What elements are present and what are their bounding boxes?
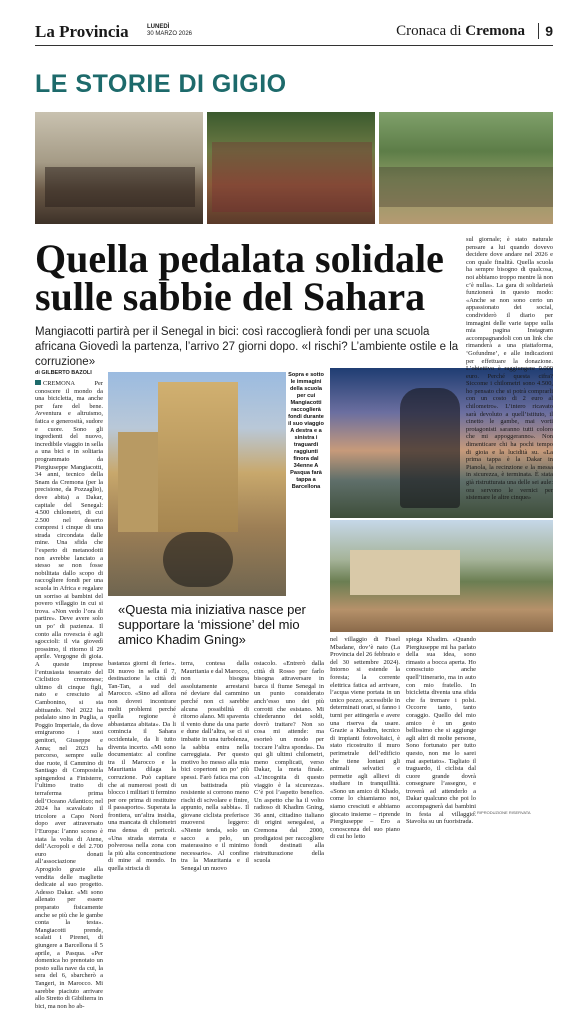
- column-1-text: CREMONA Per conoscere il mondo da una bicicletta, ma anche per fare del bene. Avventura e altruismo, fatica e generosità, sudore e cuore. Sono gli ingredienti del nuovo, incredibile viaggio in sella a una bici e in solitaria programmato da Piergiuseppe Mangiacotti, 34 anni, tecnico della Snam da Cremona (per la precisione, da Pozzaglio), dove abita) a Dakar, capitale del Senegal: 4.500 chilometri, di cui 2.500 nel deserto compresi i cinque di una strada circondata dalle mine. Una sfida che l’esperto di metanodotti non avrebbe lanciato a stesso se non fosse nobilitata dallo scopo di raccogliere fondi per una scuola in Africa e regalare un sorriso ai bambini del povero villaggio in cui si trova. «Non vedo l’ora di partire». Deve avere solo un po’ di pazienza. Il conto alla rovescia è agli sgoccioli: il via giovedì prossimo, il ritorno il 29 aprile. Vergogne di gioia. A queste imprese l’entusiasta tesserato del Ciclistico cremonese; ultimo di cinque figli, nato e cresciuto al Cambonino, si sta abituando. Nel 2022 ha pedalato sino in Puglia, a Poggio Imperiale, da dove emigrarono i suoi genitori, Giuseppe e Anna; nel 2023 ha percorso, sempre sulle due ruote, il Cammino di Santiago di Compostela spingendosi a Finisterre, l’ultimo tratto di terraferma prima dell’Oceano Atlantico; nel 2024 ha scavalcato il tricolore a Capo Nord dopo aver attraversato l’Europa: l’anno scorso è stata la volta di Atene, dell’Acropoli e del 2.700 euro donati all’associazione Aprogiolo grazie alla vendita delle magliette dedicate al suo progetto. Adesso Dakar. «Mi sono allenato per essere preparato fisicamente anche se più che le gambe conta la testa». Mangiacotti prende, scalati i Pirenei, di giungere a Barcellona il 5 aprile, a Pasqua. «Per domenica ho prenotato un posto sulla nave da cui, la sera del 6, sbarcherò a Tangeri, in Marocco. Mi sarebbe piaciuto arrivare allo Stretto di Gibilterra in bici, ma non ho ab-: [35, 380, 103, 1010]
- article-column-3: [181, 660, 249, 873]
- section-city: Cremona: [465, 23, 525, 39]
- section-square-icon: [35, 380, 41, 385]
- rubric-title: LE STORIE DI GIGIO: [35, 70, 287, 98]
- issue-date-text: 30 MARZO 2026: [147, 31, 193, 37]
- children-group-photo: [207, 112, 375, 224]
- column-6-text: sul giornale; è stato naturale pensare a lui quando dovevo decidere dove andare nel 2026 e con quale finalità. Quella scuola ha sempre bisogno di qualcosa, noi abbiamo troppo mentre là non c’è nulla». La gara di solidarietà funzionerà in questo modo: «Anche se non sono certo un appassionato dei social, condividerò il diario per immagini delle varie tappe sulla mia pagina Instagram accompagnandoli con un link che rimanderà a una piattaforma, ‘Gofundme’, e alle indicazioni per effettuare la donazione. L’obiettivo è raggiungere 9.000 euro. Perché questa cifra? Siccome i chilometri sono 4.500, ho pensato che si potrà comprarli con un costo di 2 euro al chilometro». L’intero ricavato sarà devoluto a quell’istituto, il cinetto le gambe, mai vorti protagonisti saranno tutti coloro che mi appoggeranno». Non dimenticare chi ha pochi tempo di gioia e la lucidità su. «La prima tappa è la Dakar in Pianola, la recinzione e la messa in sicurezza, è terminata. È stata già ristrutturata una delle sei aule: ora servono le vernici per sistemare le altre cinque»: [466, 236, 553, 502]
- page-header: [35, 20, 553, 46]
- article-column-6: [466, 236, 553, 502]
- article-headline: Quella pedalata solidale sulle sabbie del Sahara: [35, 236, 444, 319]
- article-column-7: [406, 636, 476, 826]
- school-classroom-photo: [35, 112, 203, 224]
- page-number: 9: [538, 23, 553, 39]
- pull-quote: «Questa mia iniziativa nasce per supportare la ‘missione’ del mio amico Khadim Gning»: [118, 602, 306, 647]
- article-column-1: [35, 380, 103, 1010]
- column-2-text: bastanza giorni di ferie». Di nuovo in sella il 7, destinazione la città di Tan-Tan, a sud del Marocco. «Sino ad allora non dovrei incontrare molti problemi perché quella regione è abbastanza abitata». Da li comincia il Sahara occidentale, da li tutto diventa incerto. «Mi sono documentato: al confine tra il Marocco e la Mauritania dilaga la corruzione. Può capitare che ai numerosi posti di blocco i militari ti fermino per ore prima di restituire il passaporto». Superata la frontiera, un’altra insidia, una mancata di chilometri ma densa di pericoli. «Una strada sterrata e polverosa nella zona con la più alta concentrazione di mine al mondo. In quella striscia di: [108, 660, 176, 873]
- newspaper-logo: La Provincia: [35, 22, 129, 41]
- article-column-5: [330, 636, 400, 841]
- section-prefix: Cronaca di: [396, 23, 462, 39]
- santiago-cathedral-cyclist-photo: [108, 372, 286, 596]
- article-subhead: Mangiacotti partirà per il Senegal in bici: così raccoglierà fondi per una scuola africana Giovedì la partenza, l’arrivo 27 giorni dopo. «I rischi? L’ambiente ostile e la corruzione»: [35, 326, 459, 368]
- section-title: [396, 23, 525, 40]
- column-7-text: spiega Khadim. «Quando Piergiuseppe mi ha parlato della sua idea, sono rimasto a bocca aperta. Ho conosciuto anche quell’itinerario, ma in auto con mio fratello. In bicicletta diventa una sfida che fa tremare i polsi. Occorre tanto, tanto coraggio. Quello del mio amico è un gesto bellissimo che si aggiunge agli altri di molte persone, Sono fortunato per tutto questo, non me lo sarei mai aspettato». Tagliato il traguardo, il ciclista dal cuore grande dovrà consegnare l’assegno, e troverà ad attenderlo a Dakar qualcuno che poi lo accompagnerà dai bambini in festa al villaggio. Stavolta su un fuoristrada.: [406, 636, 476, 826]
- article-column-4: [254, 660, 324, 865]
- column-5-text: nel villaggio di Fissel Mbadane, dov’è nato (La Provincia del 26 febbraio e del 30 settembre 2024). Intorno si estende la foresta; la corrente elettrica fatica ad arrivare, l’acqua viene portata in un unico pozzo, accessibile in determinati orari, si fanno i turni per attingerla e avere una riserva da usare. Grazie a Khadim, tecnico di impianti fotovoltaici, è stato ricostruito il muro perimetrale dell’edificio che tiene lontani gli animali selvatici e permette agli allievi di studiare in tranquillità. «Sono un amico di Khado, come lo chiamiamo noi, siamo cresciuti e abbiamo giocato insieme – riprende Piergiuseppe – Ero a conoscenza del suo piano di cui ho letto: [330, 636, 400, 841]
- column-3-text: terra, contesa dalla Mauritania e dal Marocco, non bisogna assolutamente arrestarsi né deviare dal cammino perché non ci sarebbe alcuna possibilità di ritorno alano. Mi spaventa il vento dune da una parte e dune dall’altra, se ci si imbatte in una turbolenza, la sabbia entra nella carreggiata. Per questo motivo ho messo alla mia bici copertoni un po’ più spessi. Farò fatica ma con un battistrada più resistente si corrono meno rischi di scivolare e finire, appunto, nella sabbia». Il giovane ciclista preferisce muoversi leggero: «Niente tenda, solo un sacco a pelo, un materassino e il minimo necessario». Al confine tra la Mauritania e il Senegal un nuovo: [181, 660, 249, 873]
- byline: di GILBERTO BAZOLI: [35, 370, 92, 376]
- copyright-note: © RIPRODUZIONE RISERVATA: [473, 810, 531, 815]
- village-school-building-photo: [330, 520, 553, 632]
- schoolyard-photo: [379, 112, 553, 224]
- column-4-text: ostacolo. «Entrerò dalla città di Rosso per farlo bisogna attraversare in barca il fiume Senegal in un punto considerato anch’esso uno dei più corrotti che esistano. Mi chiederanno dei soldi, dovrò trattare? Non so cosa mi attende: ma esorteò un modo per toccare l’altra sponda». Da qui gli ultimi chilometri, meno complicati, verso Dakar, la meta finale. «L’incognita di questo viaggio è la sicurezza». C’è poi l’aspetto benefico. Un aspetto che ha il volto radioso di Khadim Gning, 36 anni, cittadino italiano di origini senegalesi, a Cremona dal 2000, prodigatosi per raccogliere fondi destinati alla ristrutturazione della scuola: [254, 660, 324, 865]
- issue-date: [147, 24, 192, 38]
- article-column-2: [108, 660, 176, 873]
- issue-day: LUNEDÌ: [147, 24, 170, 30]
- photo-caption: Sopra e sotto le immagini della scuola per cui Mangiacotti raccoglierà fondi durante il suo viaggio A destra e a sinistra i traguardi raggiunti finora dal 34enne A Pasqua farà tappa a Barcellona: [288, 372, 324, 490]
